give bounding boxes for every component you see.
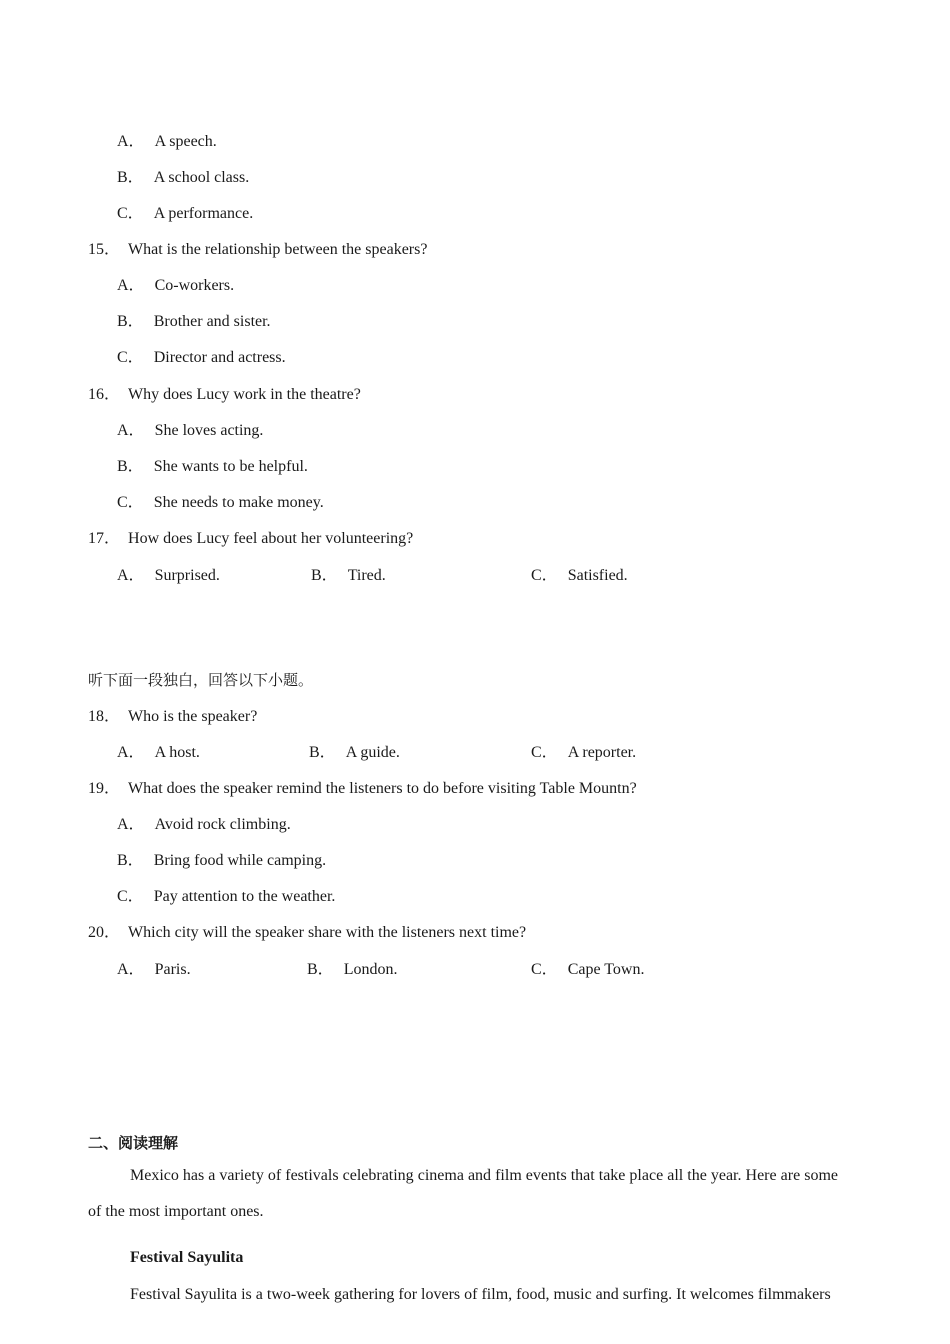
q15-option-a: A． Co-workers.	[117, 277, 235, 294]
question-15: 15． What is the relationship between the speakers?	[88, 241, 428, 258]
q19-option-c: C． Pay attention to the weather.	[117, 888, 336, 905]
q18-option-b: B． A guide.	[309, 744, 400, 761]
q18-option-a: A． A host.	[117, 744, 200, 761]
monologue-instruction: 听下面一段独白，回答以下小题。	[88, 671, 314, 689]
question-20: 20． Which city will the speaker share with the listeners next time?	[88, 924, 527, 941]
q17-option-b: B． Tired.	[311, 567, 386, 584]
festival-body: Festival Sayulita is a two-week gathering for lovers of film, food, music and surfing. It welcomes filmmakers	[130, 1286, 831, 1303]
q14-option-b: B． A school class.	[117, 169, 250, 186]
q20-option-c: C． Cape Town.	[531, 961, 645, 978]
q16-option-a: A． She loves acting.	[117, 422, 264, 439]
q20-option-b: B． London.	[307, 961, 398, 978]
q20-option-a: A． Paris.	[117, 961, 191, 978]
q17-option-a: A． Surprised.	[117, 567, 220, 584]
q16-option-c: C． She needs to make money.	[117, 494, 324, 511]
question-17: 17． How does Lucy feel about her volunteering?	[88, 530, 414, 547]
q15-option-b: B． Brother and sister.	[117, 313, 271, 330]
question-18: 18． Who is the speaker?	[88, 708, 258, 725]
q16-option-b: B． She wants to be helpful.	[117, 458, 308, 475]
question-16: 16． Why does Lucy work in the theatre?	[88, 386, 361, 403]
q17-option-c: C． Satisfied.	[531, 567, 628, 584]
q19-option-b: B． Bring food while camping.	[117, 852, 327, 869]
festival-subheading: Festival Sayulita	[130, 1249, 244, 1266]
intro-paragraph: Mexico has a variety of festivals celebrating cinema and film events that take place all the year. Here are some of the most important ones.	[88, 1167, 838, 1220]
q14-option-a: A． A speech.	[117, 133, 217, 150]
section-heading: 二、阅读理解	[88, 1134, 179, 1152]
q14-option-c: C． A performance.	[117, 205, 254, 222]
question-19: 19． What does the speaker remind the listeners to do before visiting Table Mountn?	[88, 780, 637, 797]
q19-option-a: A． Avoid rock climbing.	[117, 816, 291, 833]
q15-option-c: C． Director and actress.	[117, 349, 286, 366]
q18-option-c: C． A reporter.	[531, 744, 637, 761]
